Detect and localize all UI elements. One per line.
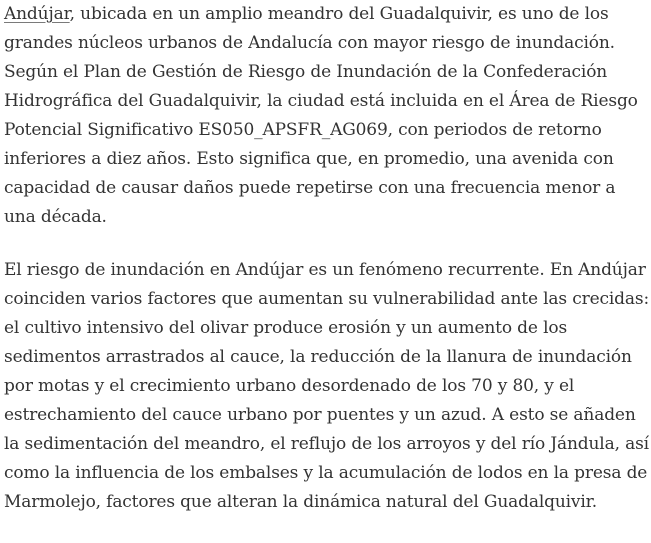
paragraph-1 bbox=[4, 0, 651, 232]
paragraph-1-text: , ubicada en un amplio meandro del Guadalquivir, es uno de los grandes núcleos urbanos de Andalucía con mayor riesgo de inundación. Según el Plan de Gestión de Riesgo de Inundación de la Confederación Hidrográfica del Guadalquivir, la ciudad está incluida en el Área de Riesgo Potencial Significativo ES050_APSFR_AG069, con periodos de retorno inferiores a diez años. Esto significa que, en promedio, una avenida con capacidad de causar daños puede repetirse con una frecuencia menor a una década. bbox=[4, 4, 638, 227]
paragraph-2-text: El riesgo de inundación en Andújar es un fenómeno recurrente. En Andújar coinciden varios factores que aumentan su vulnerabilidad ante las crecidas: el cultivo intensivo del olivar produce erosión y un aumento de los sedimentos arrastrados al cauce, la reducción de la llanura de inundación por motas y el crecimiento urbano desordenado de los 70 y 80, y el estrechamiento del cauce urbano por puentes y un azud. A esto se añaden la sedimentación del meandro, el reflujo de los arroyos y del río Jándula, así como la influencia de los embalses y la acumulación de lodos en la presa de Marmolejo, factores que alteran la dinámica natural del Guadalquivir. bbox=[4, 260, 650, 512]
paragraph-2 bbox=[4, 256, 651, 517]
andujar-link[interactable]: Andújar bbox=[4, 4, 70, 24]
